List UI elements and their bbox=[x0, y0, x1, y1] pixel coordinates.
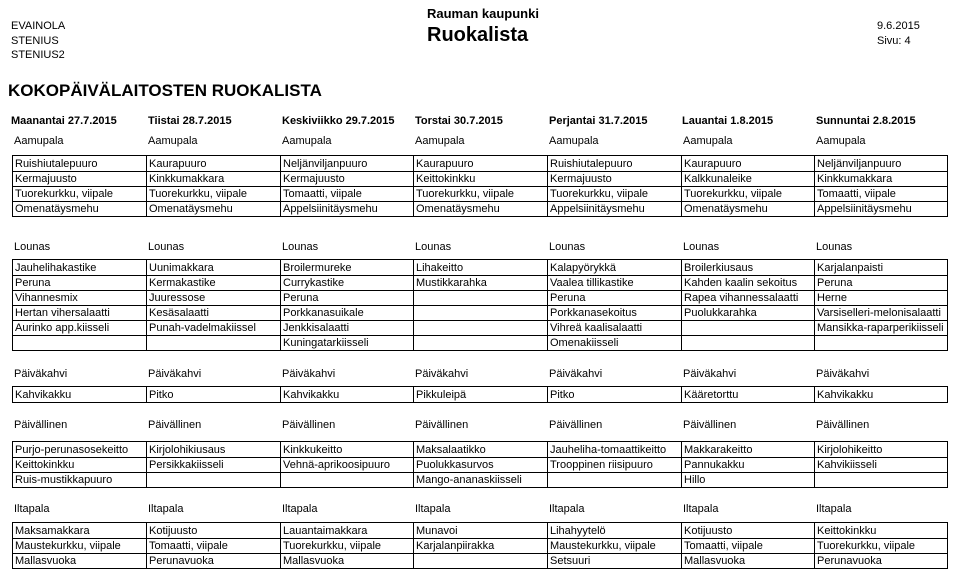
menu-item-cell: Uunimakkara bbox=[149, 262, 214, 274]
menu-item-cell: Tuorekurkku, viipale bbox=[817, 540, 916, 552]
menu-item-cell: Kuningatarkiisseli bbox=[283, 337, 369, 349]
menu-item-cell: Lihakeitto bbox=[416, 262, 464, 274]
menu-item-cell: Kaurapuuro bbox=[416, 158, 474, 170]
meal-label: Lounas bbox=[282, 241, 319, 253]
menu-item-cell: Varsiselleri-melonisalaatti bbox=[817, 307, 941, 319]
menu-item-cell: Pannukakku bbox=[684, 459, 745, 471]
day-header: Tiistai 28.7.2015 bbox=[148, 115, 232, 127]
menu-item-cell: Makkarakeitto bbox=[684, 444, 753, 456]
menu-item-cell: Kesäsalaatti bbox=[149, 307, 209, 319]
menu-item-cell: Omenatäysmehu bbox=[416, 203, 500, 215]
menu-item-cell: Lihahyytelö bbox=[550, 525, 606, 537]
header-left-line: STENIUS2 bbox=[11, 49, 65, 61]
menu-item-cell: Kahvikakku bbox=[15, 389, 72, 401]
day-header: Lauantai 1.8.2015 bbox=[682, 115, 774, 127]
meal-label: Aamupala bbox=[148, 135, 198, 147]
menu-item-cell: Herne bbox=[817, 292, 847, 304]
menu-item-cell: Kahvikakku bbox=[283, 389, 340, 401]
menu-item-cell: Perunavuoka bbox=[817, 555, 882, 567]
menu-item-cell: Tomaatti, viipale bbox=[149, 540, 228, 552]
menu-item-cell: Purjo-perunasosekeitto bbox=[15, 444, 129, 456]
menu-item-cell: Neljänviljanpuuro bbox=[817, 158, 902, 170]
header-left-block bbox=[11, 19, 65, 63]
menu-item-cell: Jauheliha-tomaattikeitto bbox=[550, 444, 667, 456]
print-date: 9.6.2015 bbox=[877, 20, 920, 32]
menu-item-cell: Appelsiinitäysmehu bbox=[550, 203, 645, 215]
day-header: Maanantai 27.7.2015 bbox=[11, 115, 117, 127]
menu-item-cell: Kaurapuuro bbox=[149, 158, 207, 170]
meal-label: Päivällinen bbox=[282, 419, 336, 431]
meal-label: Lounas bbox=[148, 241, 185, 253]
menu-item-cell: Mallasvuoka bbox=[283, 555, 345, 567]
menu-item-cell: Mustikkarahka bbox=[416, 277, 487, 289]
meal-label: Päivällinen bbox=[14, 419, 68, 431]
menu-grid bbox=[12, 259, 948, 351]
organization-name: Rauman kaupunki bbox=[427, 6, 539, 21]
menu-item-cell: Jauhelihakastike bbox=[15, 262, 97, 274]
meal-label: Aamupala bbox=[14, 135, 64, 147]
menu-item-cell: Peruna bbox=[283, 292, 319, 304]
menu-item-cell: Omenatäysmehu bbox=[149, 203, 233, 215]
menu-item-cell: Omenakiisseli bbox=[550, 337, 619, 349]
menu-item-cell: Vehnä-aprikoosipuuro bbox=[283, 459, 391, 471]
meal-label: Iltapala bbox=[415, 503, 451, 515]
meal-label: Päiväkahvi bbox=[549, 368, 603, 380]
menu-item-cell: Pikkuleipä bbox=[416, 389, 467, 401]
menu-item-cell: Vihreä kaalisalaatti bbox=[550, 322, 643, 334]
meal-label: Lounas bbox=[683, 241, 720, 253]
day-header: Keskiviikko 29.7.2015 bbox=[282, 115, 395, 127]
meal-label: Päiväkahvi bbox=[415, 368, 469, 380]
day-header: Sunnuntai 2.8.2015 bbox=[816, 115, 916, 127]
meal-label: Lounas bbox=[816, 241, 853, 253]
menu-item-cell: Karjalanpaisti bbox=[817, 262, 884, 274]
menu-item-cell: Peruna bbox=[817, 277, 853, 289]
menu-item-cell: Maustekurkku, viipale bbox=[550, 540, 656, 552]
menu-item-cell: Kermajuusto bbox=[15, 173, 77, 185]
menu-item-cell: Perunavuoka bbox=[149, 555, 214, 567]
menu-item-cell: Karjalanpiirakka bbox=[416, 540, 495, 552]
menu-item-cell: Kotijuusto bbox=[684, 525, 733, 537]
menu-item-cell: Jenkkisalaatti bbox=[283, 322, 350, 334]
menu-item-cell: Peruna bbox=[550, 292, 586, 304]
meal-label: Aamupala bbox=[683, 135, 733, 147]
meal-label: Päiväkahvi bbox=[683, 368, 737, 380]
menu-item-cell: Pitko bbox=[149, 389, 174, 401]
meal-label: Iltapala bbox=[148, 503, 184, 515]
menu-grid bbox=[12, 386, 948, 403]
menu-item-cell: Kahden kaalin sekoitus bbox=[684, 277, 798, 289]
header-left-line: STENIUS bbox=[11, 34, 59, 47]
menu-item-cell: Tuorekurkku, viipale bbox=[416, 188, 515, 200]
meal-label: Iltapala bbox=[549, 503, 585, 515]
menu-item-cell: Puolukkasurvos bbox=[416, 459, 494, 471]
menu-grid bbox=[12, 155, 948, 217]
menu-item-cell: Neljänviljanpuuro bbox=[283, 158, 368, 170]
menu-item-cell: Aurinko app.kiisseli bbox=[15, 322, 110, 334]
menu-item-cell: Kahvikakku bbox=[817, 389, 874, 401]
menu-item-cell: Ruishiutalepuuro bbox=[15, 158, 98, 170]
menu-item-cell: Kermakastike bbox=[149, 277, 216, 289]
menu-item-cell: Keittokinkku bbox=[15, 459, 75, 471]
menu-item-cell: Tomaatti, viipale bbox=[684, 540, 763, 552]
menu-item-cell: Munavoi bbox=[416, 525, 458, 537]
meal-label: Aamupala bbox=[282, 135, 332, 147]
meal-label: Lounas bbox=[415, 241, 452, 253]
menu-item-cell: Juuressose bbox=[149, 292, 206, 304]
menu-item-cell: Setsuuri bbox=[550, 555, 591, 567]
menu-item-cell: Persikkakiisseli bbox=[149, 459, 224, 471]
row-divider bbox=[13, 335, 947, 336]
meal-label: Aamupala bbox=[549, 135, 599, 147]
menu-item-cell: Vihannesmix bbox=[15, 292, 78, 304]
meal-label: Päiväkahvi bbox=[148, 368, 202, 380]
meal-label: Päivällinen bbox=[415, 419, 469, 431]
menu-item-cell: Porkkanasekoitus bbox=[550, 307, 637, 319]
menu-item-cell: Appelsiinitäysmehu bbox=[283, 203, 378, 215]
menu-grid bbox=[12, 522, 948, 569]
header-left-line: EVAINOLA bbox=[11, 20, 66, 32]
menu-item-cell: Kalapyörykkä bbox=[550, 262, 617, 274]
menu-grid bbox=[12, 441, 948, 488]
menu-item-cell: Trooppinen riisipuuro bbox=[550, 459, 653, 471]
menu-item-cell: Kotijuusto bbox=[149, 525, 198, 537]
menu-item-cell: Kermajuusto bbox=[283, 173, 345, 185]
page-title: KOKOPÄIVÄLAITOSTEN RUOKALISTA bbox=[8, 81, 322, 100]
menu-item-cell: Tomaatti, viipale bbox=[283, 188, 362, 200]
menu-item-cell: Maustekurkku, viipale bbox=[15, 540, 121, 552]
menu-item-cell: Pitko bbox=[550, 389, 575, 401]
meal-label: Iltapala bbox=[683, 503, 719, 515]
page-number: Sivu: 4 bbox=[877, 34, 911, 47]
menu-item-cell: Kirjolohikeitto bbox=[817, 444, 883, 456]
meal-label: Päivällinen bbox=[148, 419, 202, 431]
meal-label: Päivällinen bbox=[683, 419, 737, 431]
menu-item-cell: Kinkkukeitto bbox=[283, 444, 343, 456]
menu-item-cell: Currykastike bbox=[283, 277, 345, 289]
menu-item-cell: Omenatäysmehu bbox=[15, 203, 99, 215]
menu-item-cell: Appelsiinitäysmehu bbox=[817, 203, 912, 215]
meal-label: Aamupala bbox=[415, 135, 465, 147]
menu-item-cell: Kahvikiisseli bbox=[817, 459, 877, 471]
header-right-block bbox=[877, 19, 920, 48]
meal-label: Aamupala bbox=[816, 135, 866, 147]
menu-item-cell: Punah-vadelmakiissel bbox=[149, 322, 256, 334]
day-header: Perjantai 31.7.2015 bbox=[549, 115, 648, 127]
meal-label: Päiväkahvi bbox=[14, 368, 68, 380]
meal-label: Päiväkahvi bbox=[282, 368, 336, 380]
menu-item-cell: Hillo bbox=[684, 474, 706, 486]
menu-item-cell: Kääretorttu bbox=[684, 389, 739, 401]
menu-item-cell: Rapea vihannessalaatti bbox=[684, 292, 799, 304]
document-title: Ruokalista bbox=[427, 24, 529, 46]
meal-label: Iltapala bbox=[14, 503, 50, 515]
menu-item-cell: Broilerkiusaus bbox=[684, 262, 754, 274]
menu-item-cell: Ruis-mustikkapuuro bbox=[15, 474, 113, 486]
header-center-block bbox=[427, 6, 539, 47]
menu-item-cell: Tomaatti, viipale bbox=[817, 188, 896, 200]
menu-item-cell: Tuorekurkku, viipale bbox=[550, 188, 649, 200]
meal-label: Päivällinen bbox=[549, 419, 603, 431]
menu-item-cell: Keittokinkku bbox=[416, 173, 476, 185]
day-header: Torstai 30.7.2015 bbox=[415, 115, 503, 127]
menu-item-cell: Peruna bbox=[15, 277, 51, 289]
menu-item-cell: Mansikka-raparperikiisseli bbox=[817, 322, 944, 334]
menu-item-cell: Broilermureke bbox=[283, 262, 352, 274]
menu-item-cell: Hertan vihersalaatti bbox=[15, 307, 110, 319]
menu-item-cell: Kaurapuuro bbox=[684, 158, 742, 170]
menu-item-cell: Keittokinkku bbox=[817, 525, 877, 537]
menu-item-cell: Tuorekurkku, viipale bbox=[149, 188, 248, 200]
menu-item-cell: Maksalaatikko bbox=[416, 444, 486, 456]
menu-item-cell: Tuorekurkku, viipale bbox=[283, 540, 382, 552]
menu-item-cell: Ruishiutalepuuro bbox=[550, 158, 633, 170]
menu-item-cell: Omenatäysmehu bbox=[684, 203, 768, 215]
menu-item-cell: Kirjolohikiusaus bbox=[149, 444, 226, 456]
menu-item-cell: Kinkkumakkara bbox=[149, 173, 225, 185]
menu-item-cell: Kermajuusto bbox=[550, 173, 612, 185]
menu-item-cell: Kinkkumakkara bbox=[817, 173, 893, 185]
meal-label: Päivällinen bbox=[816, 419, 870, 431]
meal-label: Iltapala bbox=[282, 503, 318, 515]
menu-item-cell: Vaalea tillikastike bbox=[550, 277, 634, 289]
menu-item-cell: Mallasvuoka bbox=[15, 555, 77, 567]
meal-label: Lounas bbox=[14, 241, 51, 253]
menu-item-cell: Tuorekurkku, viipale bbox=[15, 188, 114, 200]
meal-label: Iltapala bbox=[816, 503, 852, 515]
menu-item-cell: Tuorekurkku, viipale bbox=[684, 188, 783, 200]
menu-item-cell: Kalkkunaleike bbox=[684, 173, 752, 185]
menu-item-cell: Mango-ananaskiisseli bbox=[416, 474, 522, 486]
meal-label: Päiväkahvi bbox=[816, 368, 870, 380]
menu-item-cell: Puolukkarahka bbox=[684, 307, 757, 319]
menu-item-cell: Mallasvuoka bbox=[684, 555, 746, 567]
menu-item-cell: Maksamakkara bbox=[15, 525, 90, 537]
meal-label: Lounas bbox=[549, 241, 586, 253]
menu-item-cell: Lauantaimakkara bbox=[283, 525, 368, 537]
menu-item-cell: Porkkanasuikale bbox=[283, 307, 364, 319]
